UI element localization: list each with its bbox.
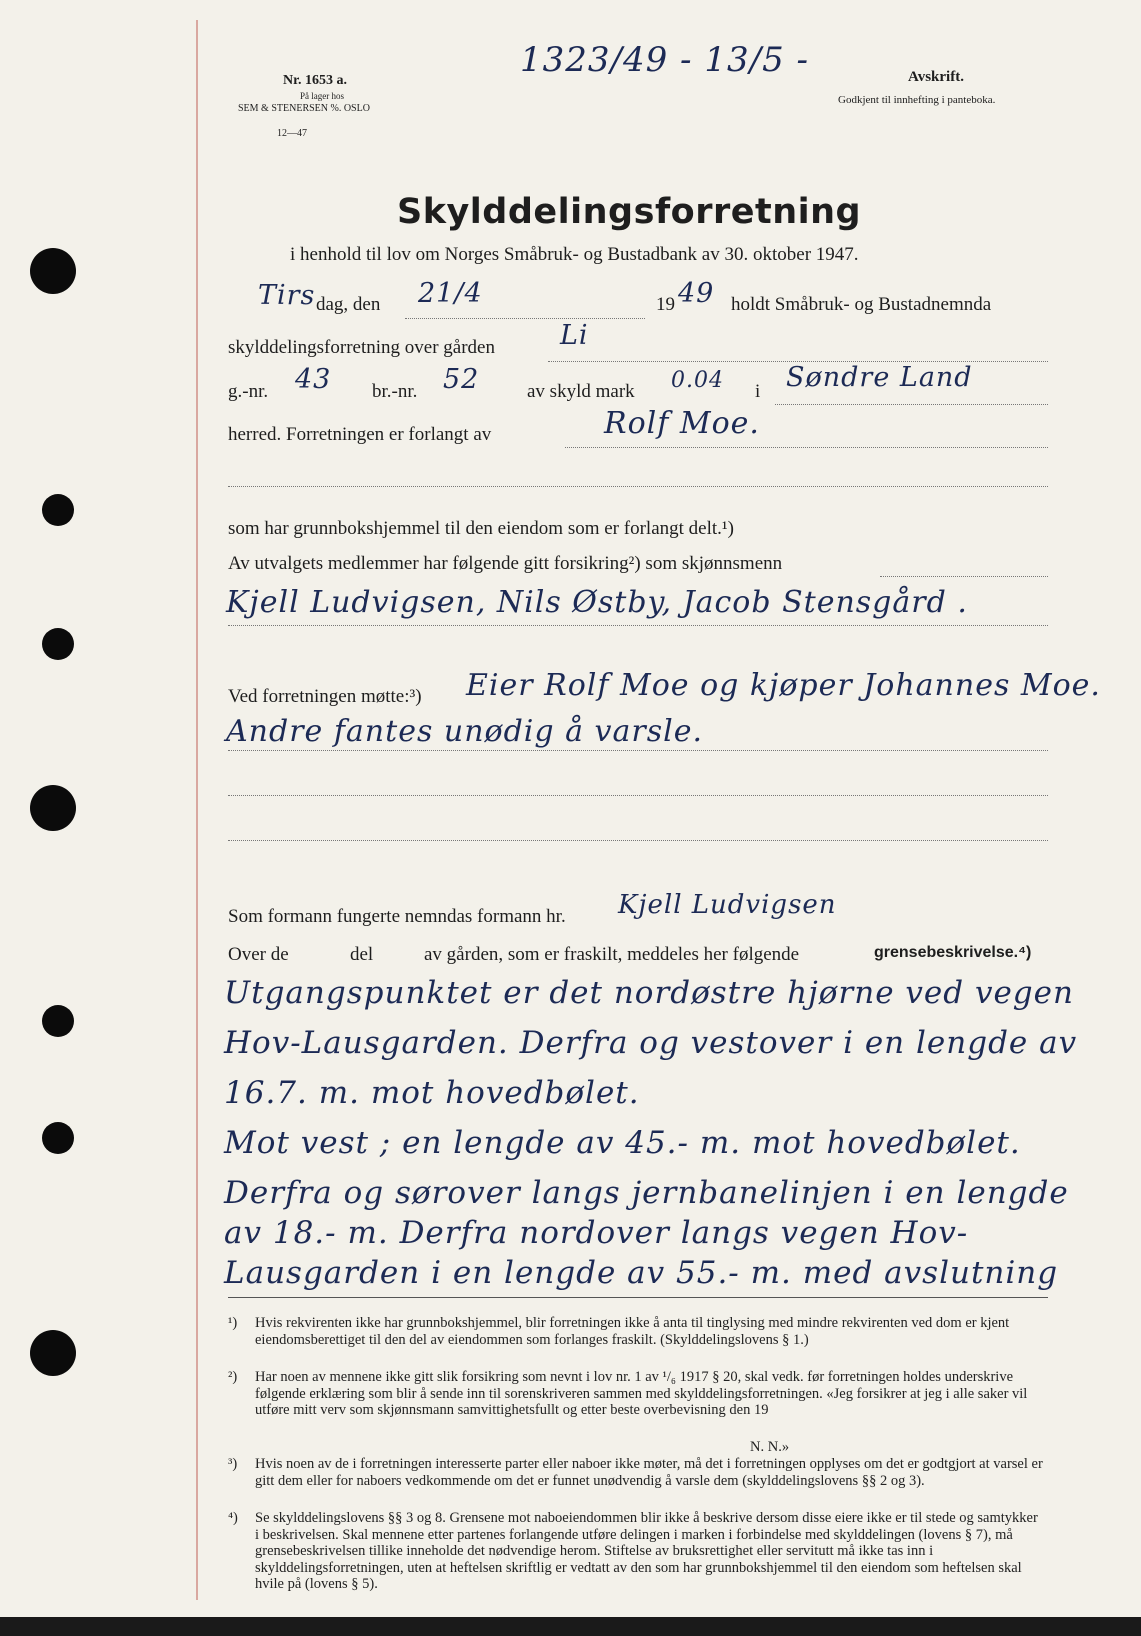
bnr-hand: 52 xyxy=(443,364,480,395)
skyld-hand: 0.04 xyxy=(671,368,724,393)
boundary-hand-line: Utgangspunktet er det nordøstre hjørne ved vegen xyxy=(224,975,1074,1011)
farm-hand: Li xyxy=(560,320,589,351)
form-number: Nr. 1653 a. xyxy=(283,73,348,88)
bnr-label: br.-nr. xyxy=(372,381,418,402)
in-label: i xyxy=(755,381,761,402)
footnote-text: Har noen av mennene ikke gitt slik forsikring som nevnt i lov nr. 1 av ¹/₆ 1917 § 20, skal vedk. før forretningen holdes underskrive følgende erklæring som blir å sende inn til sorenskriveren sammen med skylddelingsforretningen. «Jeg forsikrer at jeg i alle saker vil utføre mitt verv som skjønnsmann samvittighetsfullt og etter beste overbevisning den 19 xyxy=(255,1369,1028,1418)
fill-line xyxy=(405,318,645,319)
weekday-hand: Tirs xyxy=(258,280,316,311)
boundary-hand-line: 16.7. m. mot hovedbølet. xyxy=(224,1075,640,1111)
footnote-text: Hvis noen av de i forretningen interesserte parter eller naboer ikke møter, må det i forretningen opplyses om det er godtgjort at varsel er gitt dem eller for naboers vedkommende om det er funnet unødvendig å varsle dem (skylddelingslovens §§ 2 og 3). xyxy=(255,1456,1043,1489)
punch-hole xyxy=(30,1330,76,1376)
gnr-label: g.-nr. xyxy=(228,381,269,402)
punch-hole xyxy=(42,1122,74,1154)
case-reference: 1323/49 - 13/5 - xyxy=(520,40,809,80)
boundary-hand-line: Hov-Lausgarden. Derfra og vestover i en lengde av xyxy=(224,1025,1078,1061)
publisher-line: SEM & STENERSEN %. OSLO xyxy=(238,103,370,114)
document-title: Skylddelingsforretning xyxy=(397,192,862,232)
chair-hand: Kjell Ludvigsen xyxy=(618,890,837,920)
boundary-hand-line: Lausgarden i en lengde av 55.- m. med avslutning xyxy=(224,1255,1059,1291)
boundary-hand-line: Derfra og sørover langs jernbanelinjen i en lengde xyxy=(224,1175,1069,1211)
year-hand: 49 xyxy=(678,278,715,309)
footnote-marker: ²) xyxy=(228,1369,238,1385)
print-date: 12—47 xyxy=(277,128,307,139)
footnote-marker: ³) xyxy=(228,1456,238,1472)
footnote-text: Se skylddelingslovens §§ 3 og 8. Grensene mot naboeiendommen blir ikke å beskrive dersom disse eiere ikke er til stede og samtykker i beskrivelsen. Skal mennene etter partenes forlangende utføre delingen i marken i forbindelse med skylddelingen (lovens § 7), må grensebeskrivelsen tillike inneholde det nødvendige herom. Stiftelse av bruksrettighet eller servitutt må ikke tas inn i skylddelingsforretningen, uten at heftelsen skriftlig er vedtatt av den som har grunnbokshjemmel til den eiendom som heftelsen skal hvile på (lovens § 5). xyxy=(255,1510,1038,1592)
boundary-heading: grensebeskrivelse.⁴) xyxy=(874,944,1032,961)
margin-rule xyxy=(196,20,198,1600)
footnote-signature: N. N.» xyxy=(750,1439,790,1455)
skyld-label: av skyld mark xyxy=(527,381,635,402)
fill-line xyxy=(228,486,1048,487)
requester-hand: Rolf Moe. xyxy=(604,406,760,441)
fill-line xyxy=(880,576,1048,577)
day-label: dag, den xyxy=(316,294,381,315)
requester-label: herred. Forretningen er forlangt av xyxy=(228,424,492,445)
fill-line xyxy=(565,447,1048,448)
fill-line xyxy=(775,404,1048,405)
members-hand: Kjell Ludvigsen, Nils Østby, Jacob Stensgård . xyxy=(226,585,968,620)
footnote xyxy=(228,1456,1048,1508)
fill-line xyxy=(228,625,1048,626)
chair-label: Som formann fungerte nemndas formann hr. xyxy=(228,906,566,927)
publisher-line: På lager hos xyxy=(300,91,344,101)
date-hand: 21/4 xyxy=(418,278,483,309)
fill-line xyxy=(228,795,1048,796)
footnote xyxy=(228,1510,1048,1600)
punch-hole xyxy=(42,628,74,660)
gnr-hand: 43 xyxy=(295,364,332,395)
footnote xyxy=(228,1369,1048,1439)
punch-hole xyxy=(30,785,76,831)
punch-hole xyxy=(30,248,76,294)
footnote-text: Hvis rekvirenten ikke har grunnbokshjemmel, blir forretningen ikke å anta til tinglysing med mindre rekvirenten ved dom er kjent eiendomsberettiget til den del av eiendommen som forlanges fraskilt. (Skylddelingslovens § 1.) xyxy=(255,1315,1010,1348)
attendance-hand: Eier Rolf Moe og kjøper Johannes Moe. xyxy=(466,668,1101,703)
fill-line xyxy=(228,840,1048,841)
footnote xyxy=(228,1315,1048,1367)
boundary-intro: av gården, som er fraskilt, meddeles her følgende xyxy=(424,944,800,965)
copy-label: Avskrift. xyxy=(908,69,964,85)
attendance-hand: Andre fantes unødig å varsle. xyxy=(226,714,703,749)
punch-hole xyxy=(42,494,74,526)
members-label: Av utvalgets medlemmer har følgende gitt forsikring²) som skjønnsmenn xyxy=(228,553,783,574)
fill-line xyxy=(228,750,1048,751)
held-text: holdt Småbruk- og Bustadnemnda xyxy=(731,294,992,315)
footnote-rule xyxy=(228,1297,1048,1298)
year-prefix: 19 xyxy=(656,294,675,315)
copy-note: Godkjent til innhefting i panteboka. xyxy=(838,94,996,106)
boundary-intro: Over de xyxy=(228,944,289,965)
footnote-marker: ⁴) xyxy=(228,1510,238,1526)
attendance-label: Ved forretningen møtte:³) xyxy=(228,686,422,707)
document-subtitle: i henhold til lov om Norges Småbruk- og Bustadbank av 30. oktober 1947. xyxy=(290,244,859,265)
farm-label: skylddelingsforretning over gården xyxy=(228,337,495,358)
boundary-hand-line: av 18.- m. Derfra nordover langs vegen Hov- xyxy=(224,1215,969,1251)
boundary-intro: del xyxy=(350,944,374,965)
punch-hole xyxy=(42,1005,74,1037)
grunnbok-line: som har grunnbokshjemmel til den eiendom som er forlangt delt.¹) xyxy=(228,518,734,539)
herred-hand: Søndre Land xyxy=(786,362,973,393)
footnote-marker: ¹) xyxy=(228,1315,238,1331)
boundary-hand-line: Mot vest ; en lengde av 45.- m. mot hovedbølet. xyxy=(224,1125,1021,1161)
